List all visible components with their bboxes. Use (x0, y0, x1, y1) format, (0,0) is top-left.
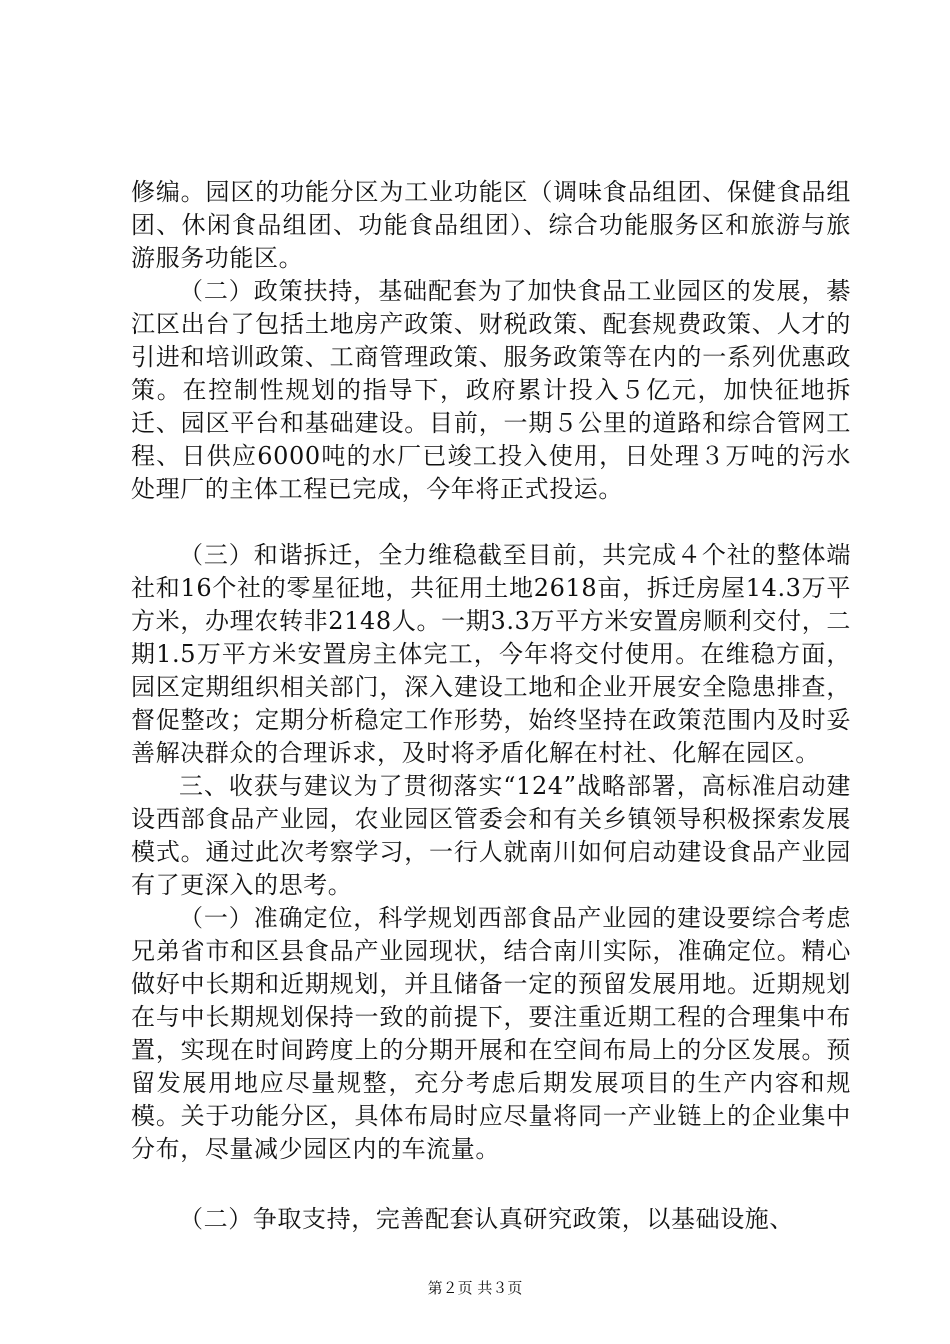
paragraph-accurate-positioning: （一）准确定位，科学规划西部食品产业园的建设要综合考虑兄弟省市和区县食品产业园现状，结合南川实际，准确定位。精心做好中长期和近期规划，并且储备一定的预留发展用地。近期规划在与中长期规划保持一致的前提下，要注重近期工程的合理集中布置，实现在时间跨度上的分期开展和在空间布局上的分区发展。预留发展用地应尽量规整，充分考虑后期发展项目的生产内容和规模。关于功能分区，具体布局时应尽量将同一产业链上的企业集中分布，尽量减少园区内的车流量。 (131, 904, 851, 1163)
paragraph-seek-support: （二）争取支持，完善配套认真研究政策，以基础设施、 (179, 1205, 794, 1233)
page-number-footer: 第２页 共３页 (427, 1279, 523, 1297)
paragraph-harmonious-relocation: （三）和谐拆迁，全力维稳截至目前，共完成４个社的整体端社和16个社的零星征地，共征用土地2618亩，拆迁房屋14.3万平方米，办理农转非2148人。一期3.3万平方米安置房顺利交付，二期1.5万平方米安置房主体完工，今年将交付使用。在维稳方面，园区定期组织相关部门，深入建设工地和企业开展安全隐患排查，督促整改；定期分析稳定工作形势，始终坚持在政策范围内及时妥善解决群众的合理诉求，及时将矛盾化解在村社、化解在园区。 (131, 541, 851, 767)
document-body (131, 176, 851, 1236)
paragraph-policy-support: （二）政策扶持，基础配套为了加快食品工业园区的发展，綦江区出台了包括土地房产政策、财税政策、配套规费政策、人才的引进和培训政策、工商管理政策、服务政策等在内的一系列优惠政策。在控制性规划的指导下，政府累计投入５亿元，加快征地拆迁、园区平台和基础建设。目前，一期５公里的道路和综合管网工程、日供应6000吨的水厂已竣工投入使用，日处理３万吨的污水处理厂的主体工程已完成，今年将正式投运。 (131, 277, 851, 503)
paragraph-harvest-suggestions: 三、收获与建议为了贯彻落实“124”战略部署，高标准启动建设西部食品产业园，农业园区管委会和有关乡镇领导积极探索发展模式。通过此次考察学习，一行人就南川如何启动建设食品产业园有了更深入的思考。 (131, 772, 851, 899)
paragraph-function-zones: 修编。园区的功能分区为工业功能区（调味食品组团、保健食品组团、休闲食品组团、功能食品组团）、综合功能服务区和旅游与旅游服务功能区。 (131, 178, 851, 272)
